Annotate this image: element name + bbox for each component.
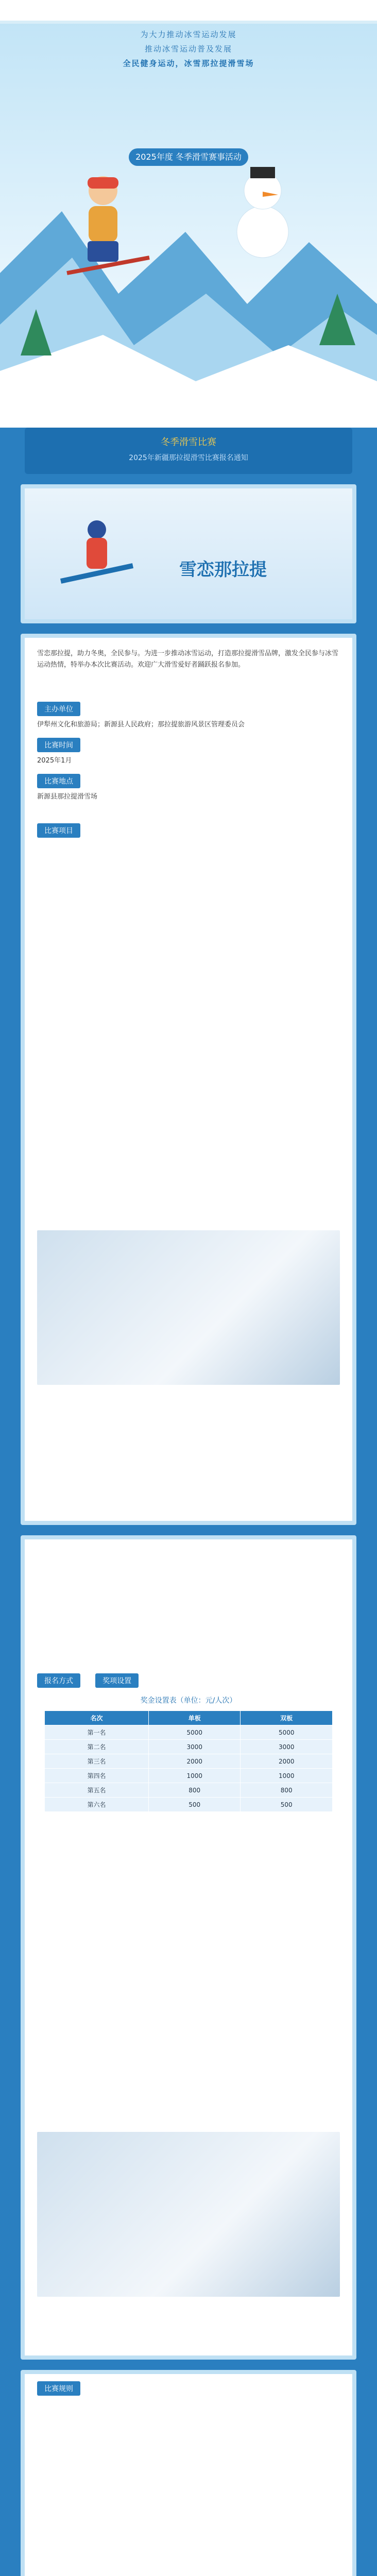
table-row	[45, 1783, 333, 1798]
event-poster	[21, 484, 356, 623]
hero-tagline-1: 为大力推动冰雪运动发展	[140, 30, 237, 39]
table-cell: 500	[148, 1798, 241, 1812]
table-cell: 3000	[241, 1740, 333, 1754]
hero-tagline-3: 全民健身运动，冰雪那拉提滑雪场	[123, 59, 254, 68]
table-cell: 第五名	[45, 1783, 149, 1798]
table-cell: 800	[241, 1783, 333, 1798]
snow-decoration	[0, 0, 377, 24]
hero-tagline-2: 推动冰雪运动普及发展	[144, 44, 232, 54]
prize-header: 双板	[241, 1711, 333, 1725]
venue-text: 新源县那拉提滑雪场	[37, 793, 98, 801]
hero-pill: 2025年度 冬季滑雪赛事活动	[129, 148, 248, 166]
section-prizes: 奖项设置	[95, 1673, 139, 1688]
content-card-2	[21, 1535, 356, 2360]
table-cell: 1000	[241, 1769, 333, 1783]
snowboard-photo	[37, 1230, 340, 1385]
section-groups: 比赛项目	[37, 823, 80, 838]
section-venue: 比赛地点	[37, 774, 80, 788]
organizer-text: 伊犁州文化和旅游局；新源县人民政府；那拉提旅游风景区管理委员会	[37, 721, 245, 728]
section-organizer: 主办单位	[37, 702, 80, 716]
content-card-1	[21, 634, 356, 1525]
snowman-illustration	[227, 160, 299, 263]
prize-header: 名次	[45, 1711, 149, 1725]
prize-table-title: 奖金设置表（单位：元/人次）	[140, 1697, 237, 1705]
table-cell: 1000	[148, 1769, 241, 1783]
table-cell: 2000	[241, 1754, 333, 1769]
table-row	[45, 1740, 333, 1754]
table-cell: 5000	[241, 1725, 333, 1740]
prize-header: 单板	[148, 1711, 241, 1725]
intro-paragraph: 雪恋那拉提，助力冬奥，全民参与。为进一步推动冰雪运动，打造那拉提滑雪品牌，激发全民参与冰雪运动热情，特举办本次比赛活动。欢迎广大滑雪爱好者踊跃报名参加。	[37, 650, 339, 669]
content-card-3	[21, 2370, 356, 2576]
table-cell: 800	[148, 1783, 241, 1798]
table-row	[45, 1725, 333, 1740]
time-text: 2025年1月	[37, 757, 72, 765]
event-title: 雪恋那拉提	[179, 560, 267, 580]
table-row	[45, 1798, 333, 1812]
table-row	[45, 1769, 333, 1783]
table-cell: 第二名	[45, 1740, 149, 1754]
table-cell: 第六名	[45, 1798, 149, 1812]
banner-line-1: 冬季滑雪比赛	[161, 437, 216, 448]
notice-banner	[25, 428, 352, 474]
table-cell: 3000	[148, 1740, 241, 1754]
table-cell: 2000	[148, 1754, 241, 1769]
table-cell: 500	[241, 1798, 333, 1812]
section-signup: 报名方式	[37, 1673, 80, 1688]
table-cell: 5000	[148, 1725, 241, 1740]
table-cell: 第一名	[45, 1725, 149, 1740]
table-row	[45, 1754, 333, 1769]
skier-illustration	[57, 170, 160, 283]
prize-table	[44, 1710, 333, 1812]
table-cell: 第三名	[45, 1754, 149, 1769]
banner-line-2: 2025年新疆那拉提滑雪比赛报名通知	[129, 454, 248, 462]
table-cell: 第四名	[45, 1769, 149, 1783]
section-time: 比赛时间	[37, 738, 80, 752]
skier-photo-1	[37, 2132, 340, 2297]
hero-banner	[0, 0, 377, 428]
section-rules: 比赛规则	[37, 2381, 80, 2396]
snowboarder-graphic	[45, 509, 148, 591]
